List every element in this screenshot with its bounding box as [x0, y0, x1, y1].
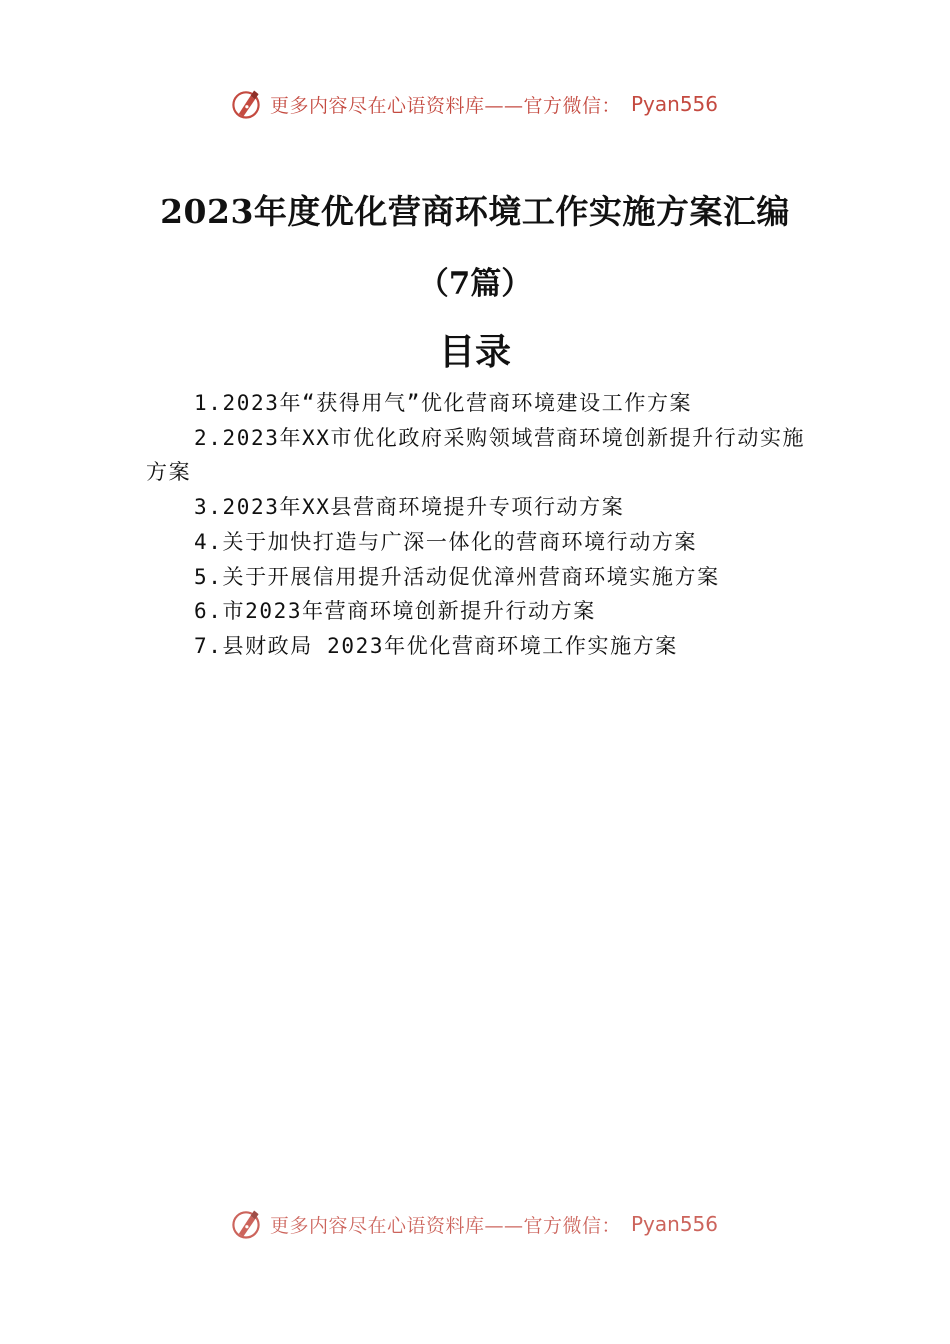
toc-heading: 目录 [438, 331, 511, 373]
toc-item: 2.2023年XX市优化政府采购领域营商环境创新提升行动实施方案 [146, 425, 806, 485]
toc-item: 1.2023年“获得用气”优化营商环境建设工作方案 [194, 391, 693, 415]
document-title: 2023年度优化营商环境工作实施方案汇编 [160, 192, 790, 231]
watermark-wechat-id: Pyan556 [631, 92, 719, 116]
watermark-text: 更多内容尽在心语资料库——官方微信： [269, 1214, 621, 1237]
document-subtitle: （7篇） [417, 266, 533, 302]
watermark-text: 更多内容尽在心语资料库——官方微信： [269, 94, 621, 117]
pen-nib-logo-icon [228, 86, 264, 122]
toc-item: 3.2023年XX县营商环境提升专项行动方案 [194, 495, 625, 520]
watermark-content [228, 1206, 718, 1242]
pen-nib-logo-icon [228, 1206, 264, 1242]
header-watermark [0, 84, 950, 124]
toc-item: 5.关于开展信用提升活动促优漳州营商环境实施方案 [194, 564, 720, 589]
table-of-contents [146, 386, 808, 664]
toc-item: 7.县财政局 2023年优化营商环境工作实施方案 [194, 633, 678, 658]
toc-item: 4.关于加快打造与广深一体化的营商环境行动方案 [194, 529, 698, 554]
toc-item: 6.市2023年营商环境创新提升行动方案 [194, 599, 596, 624]
footer-watermark [0, 1204, 950, 1244]
watermark-content [228, 86, 718, 122]
watermark-wechat-id: Pyan556 [631, 1212, 719, 1236]
